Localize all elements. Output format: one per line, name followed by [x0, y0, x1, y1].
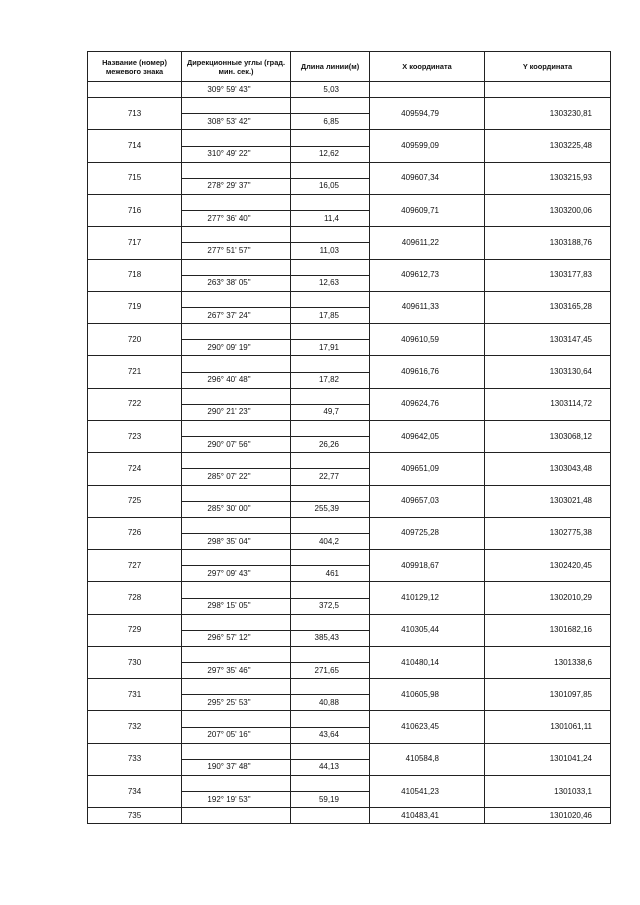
y-coordinate-cell: 1303068,12: [485, 420, 611, 452]
y-coordinate-cell: 1301682,16: [485, 614, 611, 646]
y-coordinate-cell: 1301338,6: [485, 646, 611, 678]
angle-cell: 296° 57' 12": [182, 630, 291, 646]
length-cell: 40,88: [291, 695, 370, 711]
angle-cell: 309° 59' 43": [182, 82, 291, 98]
table-row-point: [88, 227, 611, 243]
x-coordinate-cell: 410305,44: [370, 614, 485, 646]
table-row-point: [88, 453, 611, 469]
point-name-cell: 722: [88, 388, 182, 420]
angle-cell: [182, 550, 291, 566]
length-cell: [291, 679, 370, 695]
point-name-cell: 723: [88, 420, 182, 452]
table-row-point: [88, 517, 611, 533]
length-cell: [291, 356, 370, 372]
length-cell: [291, 614, 370, 630]
table-header-row: [88, 52, 611, 82]
point-name-cell: 730: [88, 646, 182, 678]
table-row-segment: [88, 82, 611, 98]
x-coordinate-cell: 409918,67: [370, 550, 485, 582]
angle-cell: [182, 776, 291, 792]
angle-cell: 207° 05' 16": [182, 727, 291, 743]
table-row-point: [88, 420, 611, 436]
length-cell: 11,4: [291, 211, 370, 227]
angle-cell: 263° 38' 05": [182, 275, 291, 291]
point-name-cell: 721: [88, 356, 182, 388]
point-name-cell: 714: [88, 130, 182, 162]
point-name-cell: 716: [88, 194, 182, 226]
table-row-point: [88, 356, 611, 372]
length-cell: [291, 485, 370, 501]
length-cell: 6,85: [291, 114, 370, 130]
length-cell: [291, 324, 370, 340]
length-cell: 372,5: [291, 598, 370, 614]
length-cell: [291, 194, 370, 210]
length-cell: 461: [291, 566, 370, 582]
table-row-point: [88, 550, 611, 566]
angle-cell: 290° 09' 19": [182, 340, 291, 356]
angle-cell: 290° 21' 23": [182, 404, 291, 420]
length-cell: [291, 550, 370, 566]
angle-cell: 297° 09' 43": [182, 566, 291, 582]
x-coordinate-cell: 409612,73: [370, 259, 485, 291]
table-row-point: [88, 291, 611, 307]
x-coordinate-cell: 409642,05: [370, 420, 485, 452]
table-row-point: [88, 808, 611, 824]
x-coordinate-cell: 410483,41: [370, 808, 485, 824]
angle-cell: [182, 98, 291, 114]
length-cell: 49,7: [291, 404, 370, 420]
angle-cell: 277° 36' 40": [182, 211, 291, 227]
x-coordinate-cell: 410623,45: [370, 711, 485, 743]
point-name-cell: 718: [88, 259, 182, 291]
x-coordinate-cell: 409624,76: [370, 388, 485, 420]
angle-cell: [182, 679, 291, 695]
table-row-point: [88, 388, 611, 404]
length-cell: [291, 808, 370, 824]
y-coordinate-cell: 1303188,76: [485, 227, 611, 259]
point-name-cell: 719: [88, 291, 182, 323]
angle-cell: [182, 582, 291, 598]
table-body: [88, 82, 611, 824]
x-coordinate-cell: 409651,09: [370, 453, 485, 485]
length-cell: [291, 582, 370, 598]
y-coordinate-cell: 1301061,11: [485, 711, 611, 743]
y-coordinate-cell: 1303200,06: [485, 194, 611, 226]
table-row-point: [88, 679, 611, 695]
point-name-cell: 734: [88, 776, 182, 808]
angle-cell: [182, 743, 291, 759]
y-coordinate-cell: 1302010,29: [485, 582, 611, 614]
x-coordinate-cell: 409609,71: [370, 194, 485, 226]
length-cell: [291, 646, 370, 662]
x-coordinate-cell: [370, 82, 485, 98]
y-coordinate-cell: 1301097,85: [485, 679, 611, 711]
length-cell: 11,03: [291, 243, 370, 259]
angle-cell: 298° 35' 04": [182, 533, 291, 549]
angle-cell: [182, 711, 291, 727]
point-name-cell: 735: [88, 808, 182, 824]
length-cell: 404,2: [291, 533, 370, 549]
length-cell: [291, 291, 370, 307]
point-name-cell: 725: [88, 485, 182, 517]
length-cell: [291, 453, 370, 469]
point-name-cell: 733: [88, 743, 182, 775]
point-name-cell: 713: [88, 98, 182, 130]
length-cell: 17,91: [291, 340, 370, 356]
point-name-cell: 732: [88, 711, 182, 743]
angle-cell: 278° 29' 37": [182, 178, 291, 194]
length-cell: 44,13: [291, 759, 370, 775]
y-coordinate-cell: 1301033,1: [485, 776, 611, 808]
angle-cell: [182, 291, 291, 307]
table-row-point: [88, 98, 611, 114]
point-name-cell: 728: [88, 582, 182, 614]
angle-cell: 285° 07' 22": [182, 469, 291, 485]
table-row-point: [88, 776, 611, 792]
y-coordinate-cell: 1303225,48: [485, 130, 611, 162]
y-coordinate-cell: 1301041,24: [485, 743, 611, 775]
angle-cell: 290° 07' 56": [182, 437, 291, 453]
length-cell: 5,03: [291, 82, 370, 98]
point-name-cell: 715: [88, 162, 182, 194]
header-y: Y координата: [485, 52, 611, 82]
y-coordinate-cell: 1303165,28: [485, 291, 611, 323]
table-row-point: [88, 582, 611, 598]
x-coordinate-cell: 409611,22: [370, 227, 485, 259]
length-cell: 17,85: [291, 307, 370, 323]
y-coordinate-cell: 1303230,81: [485, 98, 611, 130]
header-name: Название (номер) межевого знака: [88, 52, 182, 82]
angle-cell: [182, 162, 291, 178]
x-coordinate-cell: 410605,98: [370, 679, 485, 711]
angle-cell: 298° 15' 05": [182, 598, 291, 614]
x-coordinate-cell: 410584,8: [370, 743, 485, 775]
length-cell: 16,05: [291, 178, 370, 194]
length-cell: [291, 130, 370, 146]
length-cell: [291, 743, 370, 759]
y-coordinate-cell: 1303215,93: [485, 162, 611, 194]
x-coordinate-cell: 409657,03: [370, 485, 485, 517]
y-coordinate-cell: 1303147,45: [485, 324, 611, 356]
angle-cell: 297° 35' 46": [182, 663, 291, 679]
x-coordinate-cell: 409610,59: [370, 324, 485, 356]
header-x: X координата: [370, 52, 485, 82]
length-cell: [291, 388, 370, 404]
table-row-point: [88, 485, 611, 501]
y-coordinate-cell: 1303177,83: [485, 259, 611, 291]
angle-cell: [182, 194, 291, 210]
x-coordinate-cell: 409607,34: [370, 162, 485, 194]
table-row-point: [88, 324, 611, 340]
y-coordinate-cell: 1303021,48: [485, 485, 611, 517]
angle-cell: [182, 453, 291, 469]
point-name-cell: 720: [88, 324, 182, 356]
length-cell: [291, 162, 370, 178]
length-cell: 26,26: [291, 437, 370, 453]
angle-cell: 190° 37' 48": [182, 759, 291, 775]
length-cell: 59,19: [291, 792, 370, 808]
boundary-coordinates-table: [87, 51, 611, 824]
table-row-point: [88, 130, 611, 146]
angle-cell: 285° 30' 00": [182, 501, 291, 517]
length-cell: 271,65: [291, 663, 370, 679]
angle-cell: 295° 25' 53": [182, 695, 291, 711]
angle-cell: 267° 37' 24": [182, 307, 291, 323]
point-name-cell: 727: [88, 550, 182, 582]
angle-cell: [182, 485, 291, 501]
angle-cell: [182, 356, 291, 372]
length-cell: 12,62: [291, 146, 370, 162]
x-coordinate-cell: 410480,14: [370, 646, 485, 678]
angle-cell: [182, 388, 291, 404]
angle-cell: [182, 517, 291, 533]
point-name-cell: 726: [88, 517, 182, 549]
table-row-point: [88, 259, 611, 275]
table-row-point: [88, 743, 611, 759]
y-coordinate-cell: 1303043,48: [485, 453, 611, 485]
length-cell: 22,77: [291, 469, 370, 485]
point-name-cell: 717: [88, 227, 182, 259]
x-coordinate-cell: 409616,76: [370, 356, 485, 388]
length-cell: 17,82: [291, 372, 370, 388]
angle-cell: 308° 53' 42": [182, 114, 291, 130]
length-cell: 255,39: [291, 501, 370, 517]
length-cell: [291, 227, 370, 243]
y-coordinate-cell: 1302775,38: [485, 517, 611, 549]
angle-cell: [182, 808, 291, 824]
point-name-cell: 729: [88, 614, 182, 646]
y-coordinate-cell: 1302420,45: [485, 550, 611, 582]
header-angle: Дирекционные углы (град. мин. сек.): [182, 52, 291, 82]
header-length: Длина линии(м): [291, 52, 370, 82]
length-cell: [291, 711, 370, 727]
angle-cell: [182, 259, 291, 275]
point-name-cell: 731: [88, 679, 182, 711]
length-cell: 385,43: [291, 630, 370, 646]
table-row-point: [88, 614, 611, 630]
angle-cell: [182, 646, 291, 662]
length-cell: [291, 420, 370, 436]
point-name-cell: [88, 82, 182, 98]
y-coordinate-cell: [485, 82, 611, 98]
x-coordinate-cell: 409611,33: [370, 291, 485, 323]
angle-cell: [182, 420, 291, 436]
angle-cell: [182, 227, 291, 243]
length-cell: 12,63: [291, 275, 370, 291]
length-cell: [291, 517, 370, 533]
x-coordinate-cell: 410129,12: [370, 582, 485, 614]
x-coordinate-cell: 410541,23: [370, 776, 485, 808]
x-coordinate-cell: 409725,28: [370, 517, 485, 549]
x-coordinate-cell: 409599,09: [370, 130, 485, 162]
angle-cell: [182, 130, 291, 146]
table-row-point: [88, 646, 611, 662]
table-row-point: [88, 194, 611, 210]
length-cell: 43,64: [291, 727, 370, 743]
angle-cell: 310° 49' 22": [182, 146, 291, 162]
table-row-point: [88, 162, 611, 178]
angle-cell: 296° 40' 48": [182, 372, 291, 388]
table-row-point: [88, 711, 611, 727]
length-cell: [291, 259, 370, 275]
y-coordinate-cell: 1301020,46: [485, 808, 611, 824]
y-coordinate-cell: 1303130,64: [485, 356, 611, 388]
angle-cell: 277° 51' 57": [182, 243, 291, 259]
point-name-cell: 724: [88, 453, 182, 485]
angle-cell: [182, 614, 291, 630]
angle-cell: 192° 19' 53": [182, 792, 291, 808]
length-cell: [291, 98, 370, 114]
length-cell: [291, 776, 370, 792]
y-coordinate-cell: 1303114,72: [485, 388, 611, 420]
angle-cell: [182, 324, 291, 340]
x-coordinate-cell: 409594,79: [370, 98, 485, 130]
